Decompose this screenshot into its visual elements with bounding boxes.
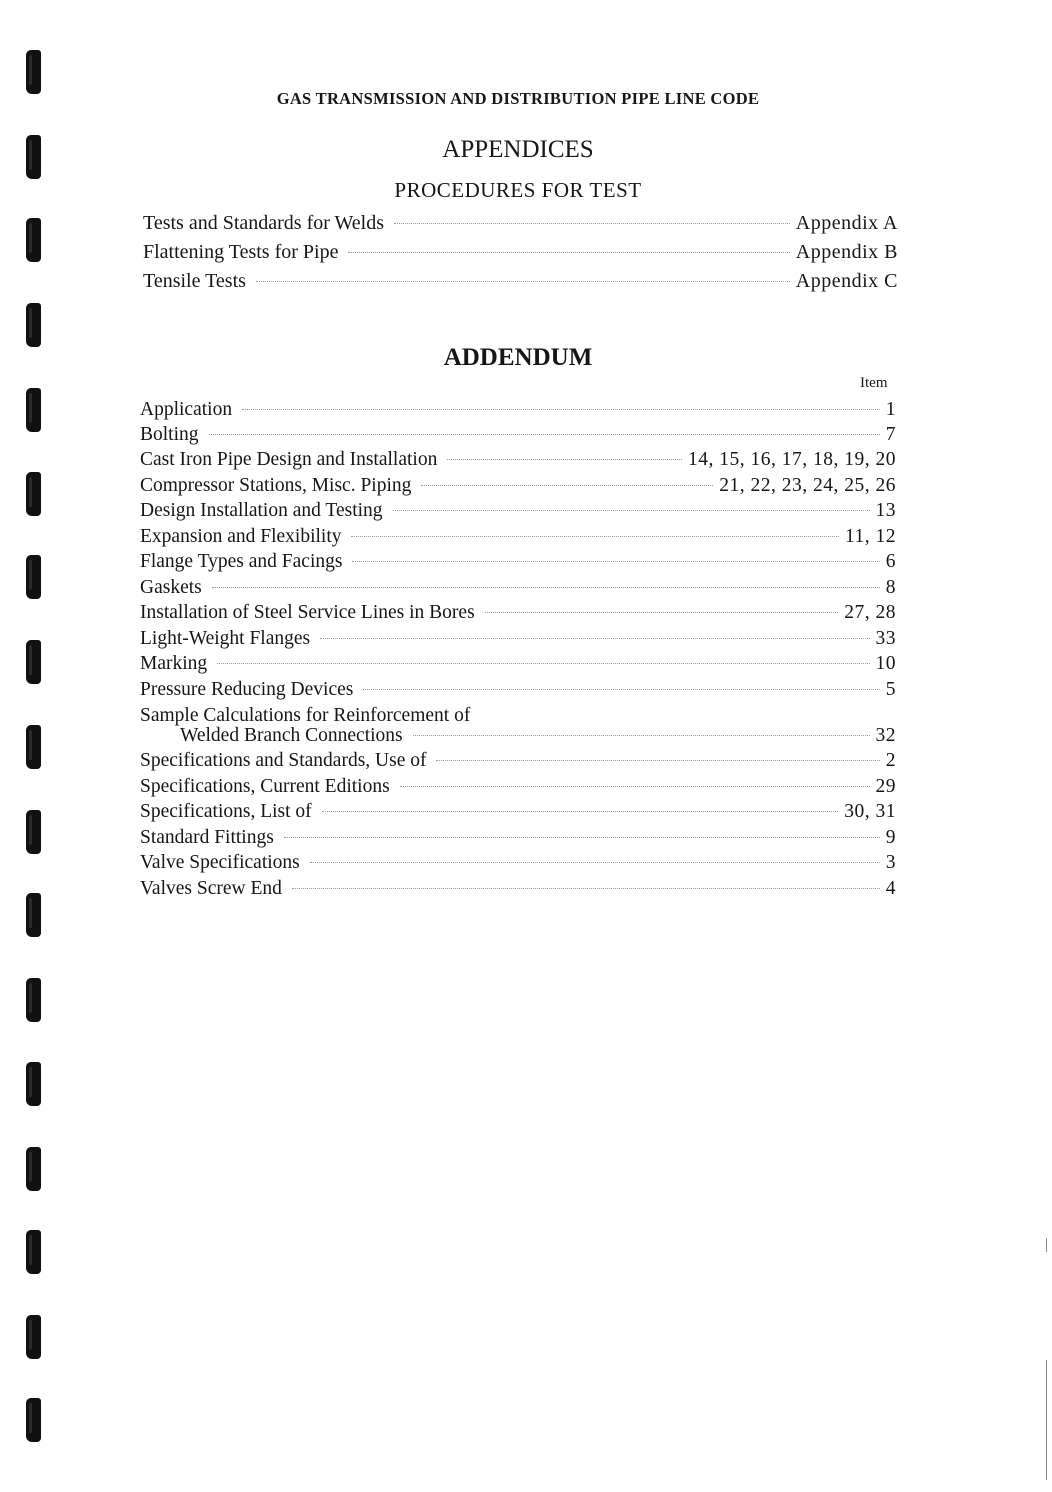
entry-value: 27, 28 bbox=[844, 602, 896, 623]
entry-label: Specifications, Current Editions bbox=[140, 776, 390, 797]
addendum-entry bbox=[140, 801, 896, 827]
dot-leader bbox=[320, 638, 869, 639]
dot-leader bbox=[436, 760, 879, 761]
binding-hole bbox=[26, 1398, 41, 1442]
binding-hole bbox=[26, 1315, 41, 1359]
entry-label: Cast Iron Pipe Design and Installation bbox=[140, 449, 438, 470]
dot-leader bbox=[351, 536, 838, 537]
dot-leader bbox=[363, 689, 879, 690]
entry-label: Specifications and Standards, Use of bbox=[140, 750, 427, 771]
entry-label: Expansion and Flexibility bbox=[140, 526, 342, 547]
addendum-entry bbox=[140, 628, 896, 654]
entry-label: Bolting bbox=[140, 424, 199, 445]
entry-value: 9 bbox=[885, 827, 896, 848]
entry-value: 8 bbox=[885, 577, 896, 598]
addendum-title: ADDENDUM bbox=[443, 344, 593, 371]
dot-leader bbox=[421, 485, 713, 486]
addendum-entry-line1 bbox=[140, 705, 896, 727]
dot-leader bbox=[322, 811, 839, 812]
addendum-entry bbox=[140, 878, 896, 904]
addendum-entry bbox=[140, 424, 896, 450]
entry-label: Compressor Stations, Misc. Piping bbox=[140, 475, 412, 496]
entry-label: Light-Weight Flanges bbox=[140, 628, 311, 649]
binding-hole bbox=[26, 893, 41, 937]
addendum-entry bbox=[140, 449, 896, 475]
entry-value: 6 bbox=[885, 551, 896, 572]
dot-leader bbox=[400, 786, 870, 787]
entry-value: 7 bbox=[885, 424, 896, 445]
entry-label-line2: Welded Branch Connections bbox=[180, 725, 403, 746]
entry-value: Appendix A bbox=[795, 212, 898, 234]
dot-leader bbox=[217, 663, 869, 664]
entry-label: Design Installation and Testing bbox=[140, 500, 383, 521]
dot-leader bbox=[352, 561, 879, 562]
entry-label: Valve Specifications bbox=[140, 852, 300, 873]
entry-value: 21, 22, 23, 24, 25, 26 bbox=[719, 475, 896, 496]
addendum-entry bbox=[140, 602, 896, 628]
addendum-entry bbox=[140, 679, 896, 705]
entry-value: 33 bbox=[875, 628, 896, 649]
entry-value: 13 bbox=[875, 500, 896, 521]
entry-label: Standard Fittings bbox=[140, 827, 274, 848]
entry-label: Application bbox=[140, 399, 233, 420]
dot-leader bbox=[394, 223, 790, 224]
entry-label: Marking bbox=[140, 653, 208, 674]
dot-leader bbox=[292, 888, 880, 889]
entry-label: Installation of Steel Service Lines in Bores bbox=[140, 602, 475, 623]
dot-leader bbox=[348, 252, 789, 253]
entry-value: Appendix C bbox=[795, 270, 898, 292]
entry-value: 29 bbox=[875, 776, 896, 797]
entry-value: 32 bbox=[875, 725, 896, 746]
addendum-entry bbox=[140, 475, 896, 501]
binding-hole bbox=[26, 555, 41, 599]
dot-leader bbox=[242, 409, 880, 410]
appendices-title: APPENDICES bbox=[442, 136, 594, 163]
dot-leader bbox=[413, 735, 870, 736]
binding-hole bbox=[26, 640, 41, 684]
appendices-subtitle: PROCEDURES FOR TEST bbox=[394, 178, 642, 202]
binding-hole bbox=[26, 472, 41, 516]
binding-hole bbox=[26, 725, 41, 769]
binding-hole bbox=[26, 218, 41, 262]
entry-value: 11, 12 bbox=[844, 526, 896, 547]
binding-hole bbox=[26, 1230, 41, 1274]
entry-value: 3 bbox=[885, 852, 896, 873]
scan-edge-mark bbox=[1046, 1238, 1047, 1252]
entry-value: Appendix B bbox=[795, 241, 898, 263]
binding-hole bbox=[26, 1147, 41, 1191]
dot-leader bbox=[256, 281, 790, 282]
binding-hole bbox=[26, 388, 41, 432]
addendum-entry bbox=[140, 551, 896, 577]
addendum-entry bbox=[140, 827, 896, 853]
addendum-entry bbox=[140, 750, 896, 776]
entry-value: 2 bbox=[885, 750, 896, 771]
binding-hole bbox=[26, 1062, 41, 1106]
entry-value: 30, 31 bbox=[844, 801, 896, 822]
entry-value: 5 bbox=[885, 679, 896, 700]
dot-leader bbox=[393, 510, 870, 511]
binding-holes bbox=[26, 0, 46, 1492]
addendum-entry bbox=[140, 526, 896, 552]
entry-label: Gaskets bbox=[140, 577, 202, 598]
appendix-entry bbox=[143, 212, 898, 238]
entry-value: 10 bbox=[875, 653, 896, 674]
dot-leader bbox=[310, 862, 880, 863]
addendum-entry bbox=[140, 852, 896, 878]
item-column-header: Item bbox=[860, 375, 888, 391]
entry-label: Flange Types and Facings bbox=[140, 551, 343, 572]
dot-leader bbox=[284, 837, 880, 838]
dot-leader bbox=[209, 434, 880, 435]
addendum-entry bbox=[140, 577, 896, 603]
dot-leader bbox=[212, 587, 880, 588]
entry-label: Sample Calculations for Reinforcement of bbox=[140, 705, 471, 726]
entry-value: 14, 15, 16, 17, 18, 19, 20 bbox=[688, 449, 896, 470]
dot-leader bbox=[485, 612, 839, 613]
page-header: GAS TRANSMISSION AND DISTRIBUTION PIPE LINE CODE bbox=[276, 89, 760, 108]
addendum-entry bbox=[140, 399, 896, 425]
binding-hole bbox=[26, 810, 41, 854]
entry-label: Tensile Tests bbox=[143, 270, 246, 292]
appendix-entry bbox=[143, 270, 898, 296]
binding-hole bbox=[26, 303, 41, 347]
appendix-entry bbox=[143, 241, 898, 267]
binding-hole bbox=[26, 50, 41, 94]
scan-edge-mark bbox=[1046, 1360, 1047, 1480]
entry-label: Pressure Reducing Devices bbox=[140, 679, 354, 700]
entry-value: 1 bbox=[885, 399, 896, 420]
entry-value: 4 bbox=[885, 878, 896, 899]
binding-hole bbox=[26, 978, 41, 1022]
entry-label: Tests and Standards for Welds bbox=[143, 212, 385, 234]
addendum-entry bbox=[140, 776, 896, 802]
dot-leader bbox=[447, 459, 682, 460]
entry-label: Valves Screw End bbox=[140, 878, 282, 899]
entry-label: Flattening Tests for Pipe bbox=[143, 241, 339, 263]
entry-label: Specifications, List of bbox=[140, 801, 312, 822]
addendum-entry bbox=[140, 725, 896, 751]
addendum-entry bbox=[140, 653, 896, 679]
addendum-entry bbox=[140, 500, 896, 526]
